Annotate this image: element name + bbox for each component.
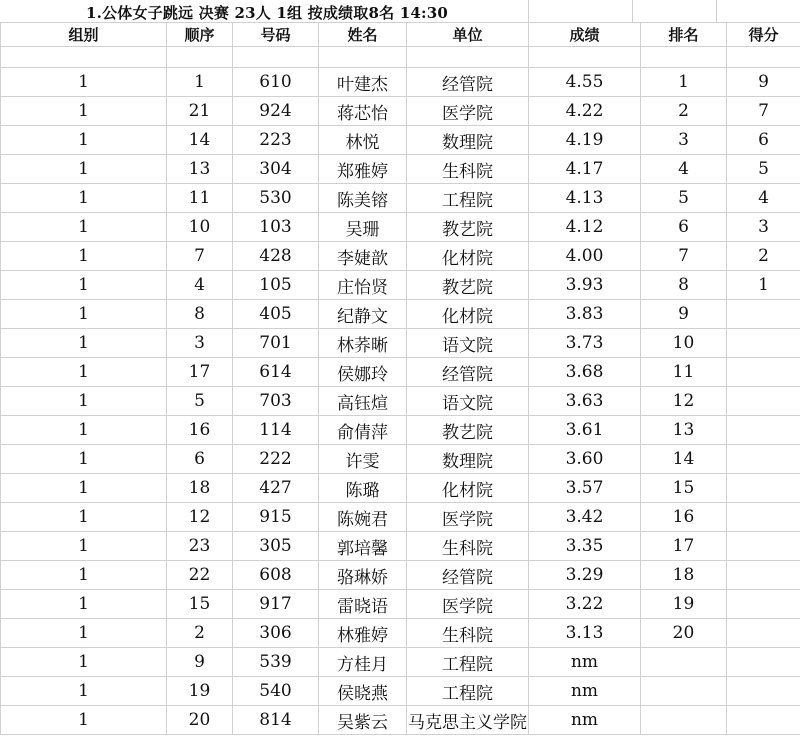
cell-result[interactable]: 3.68	[529, 358, 641, 387]
header-row	[1, 23, 800, 47]
cell-unit[interactable]: 医学院	[407, 97, 529, 126]
cell-unit[interactable]: 教艺院	[407, 416, 529, 445]
cell-order[interactable]: 3	[167, 329, 233, 358]
cell-bib[interactable]: 306	[233, 619, 319, 648]
table-row	[1, 416, 800, 445]
cell-bib[interactable]: 428	[233, 242, 319, 271]
table-row	[1, 271, 800, 300]
cell-score[interactable]	[727, 416, 800, 445]
cell-group[interactable]: 1	[1, 648, 167, 677]
cell-result[interactable]: 3.60	[529, 445, 641, 474]
cell-rank[interactable]: 3	[641, 126, 727, 155]
cell-score[interactable]	[727, 474, 800, 503]
cell-divider	[528, 0, 529, 22]
cell-order[interactable]: 14	[167, 126, 233, 155]
cell-name[interactable]: 纪静文	[319, 300, 407, 329]
cell-bib[interactable]: 114	[233, 416, 319, 445]
cell-group[interactable]: 1	[1, 155, 167, 184]
cell-bib[interactable]: 405	[233, 300, 319, 329]
cell-rank[interactable]: 8	[641, 271, 727, 300]
cell-score[interactable]: 2	[727, 242, 800, 271]
cell-name[interactable]: 方桂月	[319, 648, 407, 677]
cell-name[interactable]: 侯娜玲	[319, 358, 407, 387]
cell-bib[interactable]: 614	[233, 358, 319, 387]
cell-result[interactable]: 3.61	[529, 416, 641, 445]
cell-name[interactable]: 林荞晰	[319, 329, 407, 358]
cell-unit[interactable]: 经管院	[407, 358, 529, 387]
cell-score[interactable]: 9	[727, 68, 800, 97]
table-row	[1, 445, 800, 474]
cell-rank[interactable]: 19	[641, 590, 727, 619]
cell-name[interactable]: 陈婉君	[319, 503, 407, 532]
cell-rank[interactable]: 6	[641, 213, 727, 242]
cell-bib[interactable]: 610	[233, 68, 319, 97]
table-row	[1, 184, 800, 213]
col-header-unit[interactable]: 单位	[407, 23, 529, 47]
cell-bib[interactable]: 540	[233, 677, 319, 706]
cell-bib[interactable]: 530	[233, 184, 319, 213]
col-header-name[interactable]: 姓名	[319, 23, 407, 47]
cell-group[interactable]: 1	[1, 68, 167, 97]
cell-name[interactable]: 林雅婷	[319, 619, 407, 648]
table-row	[1, 503, 800, 532]
cell-unit[interactable]: 经管院	[407, 561, 529, 590]
cell-rank[interactable]: 1	[641, 68, 727, 97]
cell-group[interactable]: 1	[1, 503, 167, 532]
cell-score[interactable]: 1	[727, 271, 800, 300]
cell-group[interactable]: 1	[1, 271, 167, 300]
cell-group[interactable]: 1	[1, 416, 167, 445]
cell-name[interactable]: 叶建杰	[319, 68, 407, 97]
cell-group[interactable]: 1	[1, 126, 167, 155]
table-row	[1, 68, 800, 97]
cell-group[interactable]: 1	[1, 213, 167, 242]
cell-rank[interactable]: 4	[641, 155, 727, 184]
cell-name[interactable]: 骆琳娇	[319, 561, 407, 590]
table-row	[1, 387, 800, 416]
table-row	[1, 619, 800, 648]
col-header-bib[interactable]: 号码	[233, 23, 319, 47]
cell-order[interactable]: 13	[167, 155, 233, 184]
cell-group[interactable]: 1	[1, 590, 167, 619]
cell-unit[interactable]: 教艺院	[407, 271, 529, 300]
cell-score[interactable]	[727, 358, 800, 387]
cell-bib[interactable]: 304	[233, 155, 319, 184]
cell-bib[interactable]: 105	[233, 271, 319, 300]
cell-rank[interactable]	[641, 706, 727, 735]
cell-order[interactable]: 20	[167, 706, 233, 735]
cell-name[interactable]: 吴紫云	[319, 706, 407, 735]
table-row	[1, 590, 800, 619]
cell-score[interactable]	[727, 590, 800, 619]
cell-group[interactable]: 1	[1, 474, 167, 503]
empty-cell[interactable]	[233, 47, 319, 68]
table-row	[1, 97, 800, 126]
cell-result[interactable]: 4.13	[529, 184, 641, 213]
cell-bib[interactable]: 539	[233, 648, 319, 677]
table-row	[1, 213, 800, 242]
cell-order[interactable]: 5	[167, 387, 233, 416]
cell-bib[interactable]: 917	[233, 590, 319, 619]
cell-rank[interactable]	[641, 648, 727, 677]
cell-order[interactable]: 2	[167, 619, 233, 648]
cell-rank[interactable]: 12	[641, 387, 727, 416]
cell-unit[interactable]: 数理院	[407, 445, 529, 474]
cell-name[interactable]: 许雯	[319, 445, 407, 474]
cell-result[interactable]: nm	[529, 706, 641, 735]
cell-order[interactable]: 18	[167, 474, 233, 503]
cell-order[interactable]: 21	[167, 97, 233, 126]
cell-divider	[632, 0, 633, 22]
cell-name[interactable]: 陈美镕	[319, 184, 407, 213]
cell-unit[interactable]: 医学院	[407, 503, 529, 532]
cell-score[interactable]: 7	[727, 97, 800, 126]
table-row	[1, 126, 800, 155]
cell-group[interactable]: 1	[1, 532, 167, 561]
cell-unit[interactable]: 数理院	[407, 126, 529, 155]
cell-result[interactable]: 4.55	[529, 68, 641, 97]
cell-result[interactable]: 4.22	[529, 97, 641, 126]
table-row	[1, 677, 800, 706]
empty-cell[interactable]	[319, 47, 407, 68]
cell-score[interactable]: 3	[727, 213, 800, 242]
cell-score[interactable]	[727, 387, 800, 416]
cell-order[interactable]: 16	[167, 416, 233, 445]
cell-order[interactable]: 17	[167, 358, 233, 387]
blank-row	[1, 47, 800, 68]
cell-rank[interactable]: 17	[641, 532, 727, 561]
cell-order[interactable]: 6	[167, 445, 233, 474]
results-table	[0, 22, 800, 735]
cell-group[interactable]: 1	[1, 242, 167, 271]
table-row	[1, 242, 800, 271]
cell-score[interactable]	[727, 619, 800, 648]
table-row	[1, 155, 800, 184]
cell-order[interactable]: 22	[167, 561, 233, 590]
empty-cell[interactable]	[529, 47, 641, 68]
cell-unit[interactable]: 马克思主义学院	[407, 706, 529, 735]
empty-cell[interactable]	[1, 47, 167, 68]
table-row	[1, 358, 800, 387]
cell-order[interactable]: 15	[167, 590, 233, 619]
cell-rank[interactable]: 5	[641, 184, 727, 213]
cell-group[interactable]: 1	[1, 706, 167, 735]
cell-group[interactable]: 1	[1, 561, 167, 590]
col-header-rank[interactable]: 排名	[641, 23, 727, 47]
cell-name[interactable]: 李婕歆	[319, 242, 407, 271]
cell-result[interactable]: nm	[529, 677, 641, 706]
cell-score[interactable]: 6	[727, 126, 800, 155]
cell-score[interactable]: 5	[727, 155, 800, 184]
cell-result[interactable]: 4.19	[529, 126, 641, 155]
cell-result[interactable]: 3.29	[529, 561, 641, 590]
cell-unit[interactable]: 生科院	[407, 532, 529, 561]
cell-rank[interactable]: 16	[641, 503, 727, 532]
cell-rank[interactable]	[641, 677, 727, 706]
cell-name[interactable]: 郑雅婷	[319, 155, 407, 184]
cell-unit[interactable]: 化材院	[407, 474, 529, 503]
empty-cell[interactable]	[641, 47, 727, 68]
cell-group[interactable]: 1	[1, 677, 167, 706]
cell-result[interactable]: 3.22	[529, 590, 641, 619]
cell-result[interactable]: 3.83	[529, 300, 641, 329]
cell-rank[interactable]: 10	[641, 329, 727, 358]
cell-group[interactable]: 1	[1, 97, 167, 126]
cell-rank[interactable]: 11	[641, 358, 727, 387]
cell-rank[interactable]: 18	[641, 561, 727, 590]
cell-score[interactable]	[727, 329, 800, 358]
cell-score[interactable]	[727, 445, 800, 474]
cell-result[interactable]: 3.63	[529, 387, 641, 416]
cell-unit[interactable]: 化材院	[407, 242, 529, 271]
cell-result[interactable]: nm	[529, 648, 641, 677]
table-row	[1, 300, 800, 329]
cell-rank[interactable]: 15	[641, 474, 727, 503]
cell-rank[interactable]: 9	[641, 300, 727, 329]
cell-bib[interactable]: 103	[233, 213, 319, 242]
cell-unit[interactable]: 经管院	[407, 68, 529, 97]
cell-rank[interactable]: 2	[641, 97, 727, 126]
col-header-order[interactable]: 顺序	[167, 23, 233, 47]
col-header-group[interactable]: 组别	[1, 23, 167, 47]
cell-rank[interactable]: 14	[641, 445, 727, 474]
cell-name[interactable]: 陈璐	[319, 474, 407, 503]
cell-group[interactable]: 1	[1, 358, 167, 387]
cell-order[interactable]: 4	[167, 271, 233, 300]
cell-order[interactable]: 10	[167, 213, 233, 242]
cell-bib[interactable]: 305	[233, 532, 319, 561]
cell-order[interactable]: 9	[167, 648, 233, 677]
cell-bib[interactable]: 222	[233, 445, 319, 474]
sheet-title-bar	[0, 0, 800, 22]
table-row	[1, 706, 800, 735]
cell-group[interactable]: 1	[1, 445, 167, 474]
cell-score[interactable]	[727, 561, 800, 590]
cell-result[interactable]: 4.12	[529, 213, 641, 242]
empty-cell[interactable]	[727, 47, 800, 68]
cell-unit[interactable]: 医学院	[407, 590, 529, 619]
empty-cell[interactable]	[407, 47, 529, 68]
cell-score[interactable]	[727, 300, 800, 329]
cell-score[interactable]	[727, 532, 800, 561]
empty-cell[interactable]	[167, 47, 233, 68]
cell-bib[interactable]: 427	[233, 474, 319, 503]
cell-divider	[716, 0, 717, 22]
cell-order[interactable]: 12	[167, 503, 233, 532]
table-row	[1, 474, 800, 503]
cell-bib[interactable]: 701	[233, 329, 319, 358]
cell-group[interactable]: 1	[1, 387, 167, 416]
cell-result[interactable]: 3.57	[529, 474, 641, 503]
cell-result[interactable]: 3.73	[529, 329, 641, 358]
cell-bib[interactable]: 608	[233, 561, 319, 590]
cell-score[interactable]	[727, 648, 800, 677]
cell-rank[interactable]: 7	[641, 242, 727, 271]
cell-group[interactable]: 1	[1, 619, 167, 648]
cell-name[interactable]: 侯晓燕	[319, 677, 407, 706]
cell-order[interactable]: 11	[167, 184, 233, 213]
cell-score[interactable]	[727, 706, 800, 735]
table-row	[1, 532, 800, 561]
cell-name[interactable]: 蒋芯怡	[319, 97, 407, 126]
cell-name[interactable]: 林悦	[319, 126, 407, 155]
table-row	[1, 648, 800, 677]
cell-order[interactable]: 7	[167, 242, 233, 271]
cell-name[interactable]: 吴珊	[319, 213, 407, 242]
cell-bib[interactable]: 703	[233, 387, 319, 416]
cell-group[interactable]: 1	[1, 300, 167, 329]
cell-group[interactable]: 1	[1, 184, 167, 213]
cell-bib[interactable]: 223	[233, 126, 319, 155]
cell-unit[interactable]: 化材院	[407, 300, 529, 329]
cell-result[interactable]: 3.13	[529, 619, 641, 648]
cell-name[interactable]: 郭培馨	[319, 532, 407, 561]
cell-result[interactable]: 3.93	[529, 271, 641, 300]
cell-order[interactable]: 19	[167, 677, 233, 706]
cell-rank[interactable]: 20	[641, 619, 727, 648]
cell-unit[interactable]: 工程院	[407, 648, 529, 677]
cell-unit[interactable]: 语文院	[407, 387, 529, 416]
cell-unit[interactable]: 工程院	[407, 677, 529, 706]
cell-order[interactable]: 23	[167, 532, 233, 561]
cell-group[interactable]: 1	[1, 329, 167, 358]
table-row	[1, 561, 800, 590]
cell-unit[interactable]: 教艺院	[407, 213, 529, 242]
cell-name[interactable]: 雷晓语	[319, 590, 407, 619]
cell-score[interactable]	[727, 677, 800, 706]
cell-order[interactable]: 1	[167, 68, 233, 97]
cell-unit[interactable]: 语文院	[407, 329, 529, 358]
cell-unit[interactable]: 生科院	[407, 619, 529, 648]
cell-result[interactable]: 4.17	[529, 155, 641, 184]
cell-unit[interactable]: 工程院	[407, 184, 529, 213]
cell-bib[interactable]: 814	[233, 706, 319, 735]
table-row	[1, 329, 800, 358]
cell-bib[interactable]: 915	[233, 503, 319, 532]
cell-name[interactable]: 庄怡贤	[319, 271, 407, 300]
cell-name[interactable]: 高钰煊	[319, 387, 407, 416]
cell-order[interactable]: 8	[167, 300, 233, 329]
cell-rank[interactable]: 13	[641, 416, 727, 445]
cell-result[interactable]: 3.35	[529, 532, 641, 561]
cell-score[interactable]: 4	[727, 184, 800, 213]
sheet-title: 1.公体女子跳远 决赛 23人 1组 按成绩取8名 14:30	[86, 4, 449, 22]
cell-result[interactable]: 4.00	[529, 242, 641, 271]
cell-bib[interactable]: 924	[233, 97, 319, 126]
col-header-score[interactable]: 得分	[727, 23, 800, 47]
cell-result[interactable]: 3.42	[529, 503, 641, 532]
cell-name[interactable]: 俞倩萍	[319, 416, 407, 445]
cell-unit[interactable]: 生科院	[407, 155, 529, 184]
cell-score[interactable]	[727, 503, 800, 532]
col-header-result[interactable]: 成绩	[529, 23, 641, 47]
